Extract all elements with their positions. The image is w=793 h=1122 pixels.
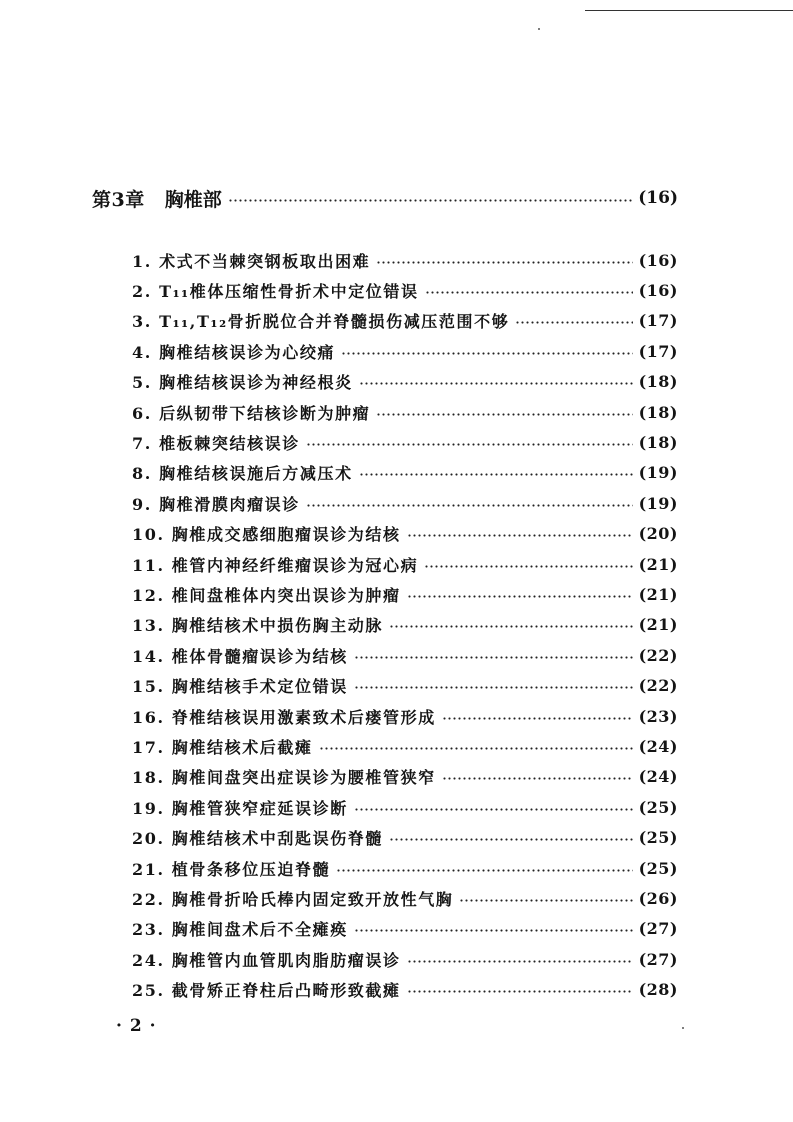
dot-leader (376, 261, 632, 264)
toc-entry-page: (16) (638, 250, 678, 270)
chapter-heading[interactable] (92, 183, 678, 213)
dot-leader (442, 777, 633, 780)
toc-entry-page: (16) (638, 281, 678, 301)
dot-leader (354, 929, 633, 932)
toc-entry-page: (21) (638, 554, 678, 574)
dot-leader (354, 808, 633, 811)
toc-entry-page: (27) (638, 949, 678, 969)
page-number-footer: · 2 · (116, 1016, 157, 1036)
toc-entry[interactable] (132, 397, 678, 427)
chapter-label: 第3章 (92, 188, 145, 211)
dot-leader (442, 717, 633, 720)
toc-entry[interactable] (132, 488, 678, 518)
top-rule (585, 10, 793, 11)
toc-entry-page: (28) (638, 980, 678, 1000)
dot-leader (389, 838, 633, 841)
toc-entry[interactable] (132, 792, 678, 822)
toc-entry[interactable] (132, 275, 678, 305)
toc-entry-page: (19) (638, 493, 678, 513)
toc-entry-page: (25) (638, 858, 678, 878)
dot-leader (389, 625, 633, 628)
dot-leader (228, 199, 633, 202)
toc-entry[interactable] (132, 883, 678, 913)
toc-entry[interactable] (132, 367, 678, 397)
toc-entry[interactable] (132, 306, 678, 336)
toc-entry[interactable] (132, 458, 678, 488)
toc-entry-title: 22. 胸椎骨折哈氏棒内固定致开放性气胸 (132, 889, 454, 909)
toc-entry[interactable] (132, 245, 678, 275)
toc-list (132, 245, 678, 1005)
dot-leader (407, 990, 633, 993)
dot-leader (359, 382, 633, 385)
toc-entry-title: 24. 胸椎管内血管肌肉脂肪瘤误诊 (132, 950, 401, 970)
toc-entry-title: 13. 胸椎结核术中损伤胸主动脉 (132, 616, 384, 636)
toc-entry-page: (18) (638, 433, 678, 453)
toc-entry-title: 9. 胸椎滑膜肉瘤误诊 (132, 494, 300, 514)
dot-leader (459, 899, 632, 902)
dot-leader (336, 869, 632, 872)
chapter-title: 胸椎部 (164, 188, 222, 211)
toc-entry-title: 8. 胸椎结核误施后方减压术 (132, 464, 353, 484)
toc-entry-page: (22) (638, 676, 678, 696)
toc-entry-page: (20) (638, 524, 678, 544)
toc-entry-page: (18) (638, 372, 678, 392)
toc-entry-page: (22) (638, 645, 678, 665)
toc-entry[interactable] (132, 519, 678, 549)
toc-entry-page: (24) (638, 736, 678, 756)
toc-entry[interactable] (132, 427, 678, 457)
toc-entry-title: 19. 胸椎管狭窄症延误诊断 (132, 798, 348, 818)
toc-entry-title: 5. 胸椎结核误诊为神经根炎 (132, 373, 353, 393)
dot-leader (425, 291, 633, 294)
toc-entry-title: 15. 胸椎结核手术定位错误 (132, 677, 348, 697)
toc-entry-title: 25. 截骨矫正脊柱后凸畸形致截瘫 (132, 981, 401, 1001)
dot-leader (341, 352, 633, 355)
toc-entry[interactable] (132, 822, 678, 852)
toc-entry-title: 20. 胸椎结核术中刮匙误伤脊髓 (132, 829, 384, 849)
toc-entry-title: 2. T₁₁椎体压缩性骨折术中定位错误 (132, 282, 419, 302)
dot-leader (376, 413, 632, 416)
dot-leader (319, 747, 633, 750)
toc-entry-page: (27) (638, 919, 678, 939)
dot-leader (407, 595, 633, 598)
toc-entry[interactable] (132, 944, 678, 974)
toc-entry[interactable] (132, 914, 678, 944)
toc-entry-page: (21) (638, 584, 678, 604)
toc-entry-title: 10. 胸椎成交感细胞瘤误诊为结核 (132, 525, 401, 545)
toc-entry[interactable] (132, 762, 678, 792)
dot-leader (407, 960, 633, 963)
toc-entry[interactable] (132, 853, 678, 883)
toc-entry-title: 14. 椎体骨髓瘤误诊为结核 (132, 646, 348, 666)
dot-leader (306, 443, 633, 446)
toc-entry-page: (21) (638, 615, 678, 635)
toc-entry[interactable] (132, 336, 678, 366)
toc-entry-page: (19) (638, 463, 678, 483)
dot-leader (515, 321, 632, 324)
toc-entry-title: 12. 椎间盘椎体内突出误诊为肿瘤 (132, 585, 401, 605)
toc-entry-page: (25) (638, 797, 678, 817)
toc-entry[interactable] (132, 670, 678, 700)
chapter-page-number: (16) (638, 188, 678, 208)
toc-entry[interactable] (132, 701, 678, 731)
toc-entry-title: 1. 术式不当棘突钢板取出困难 (132, 251, 371, 271)
toc-entry-page: (18) (638, 402, 678, 422)
dot-leader (424, 565, 632, 568)
toc-entry[interactable] (132, 610, 678, 640)
toc-entry-page: (17) (638, 341, 678, 361)
toc-entry-title: 21. 植骨条移位压迫脊髓 (132, 859, 331, 879)
dot-leader (407, 534, 633, 537)
toc-entry-title: 23. 胸椎间盘术后不全瘫痪 (132, 920, 348, 940)
toc-entry-page: (25) (638, 828, 678, 848)
toc-entry-title: 16. 脊椎结核误用激素致术后瘘管形成 (132, 707, 436, 727)
toc-entry[interactable] (132, 640, 678, 670)
dot-leader (354, 656, 633, 659)
scan-speck (682, 1027, 684, 1029)
toc-entry-title: 11. 椎管内神经纤维瘤误诊为冠心病 (132, 555, 419, 575)
toc-entry-page: (24) (638, 767, 678, 787)
dot-leader (359, 473, 633, 476)
toc-entry[interactable] (132, 549, 678, 579)
dot-leader (354, 686, 633, 689)
toc-entry[interactable] (132, 579, 678, 609)
toc-entry-title: 18. 胸椎间盘突出症误诊为腰椎管狭窄 (132, 768, 436, 788)
dot-leader (306, 504, 633, 507)
toc-entry-title: 3. T₁₁,T₁₂骨折脱位合并脊髓损伤减压范围不够 (132, 312, 510, 332)
toc-entry-page: (17) (638, 311, 678, 331)
toc-entry-title: 7. 椎板棘突结核误诊 (132, 434, 300, 454)
toc-entry-page: (23) (638, 706, 678, 726)
toc-entry-title: 17. 胸椎结核术后截瘫 (132, 737, 313, 757)
toc-entry-page: (26) (638, 888, 678, 908)
toc-entry[interactable] (132, 974, 678, 1004)
toc-entry-title: 6. 后纵韧带下结核诊断为肿瘤 (132, 403, 371, 423)
toc-entry[interactable] (132, 731, 678, 761)
scan-speck (538, 28, 540, 30)
toc-entry-title: 4. 胸椎结核误诊为心绞痛 (132, 342, 336, 362)
